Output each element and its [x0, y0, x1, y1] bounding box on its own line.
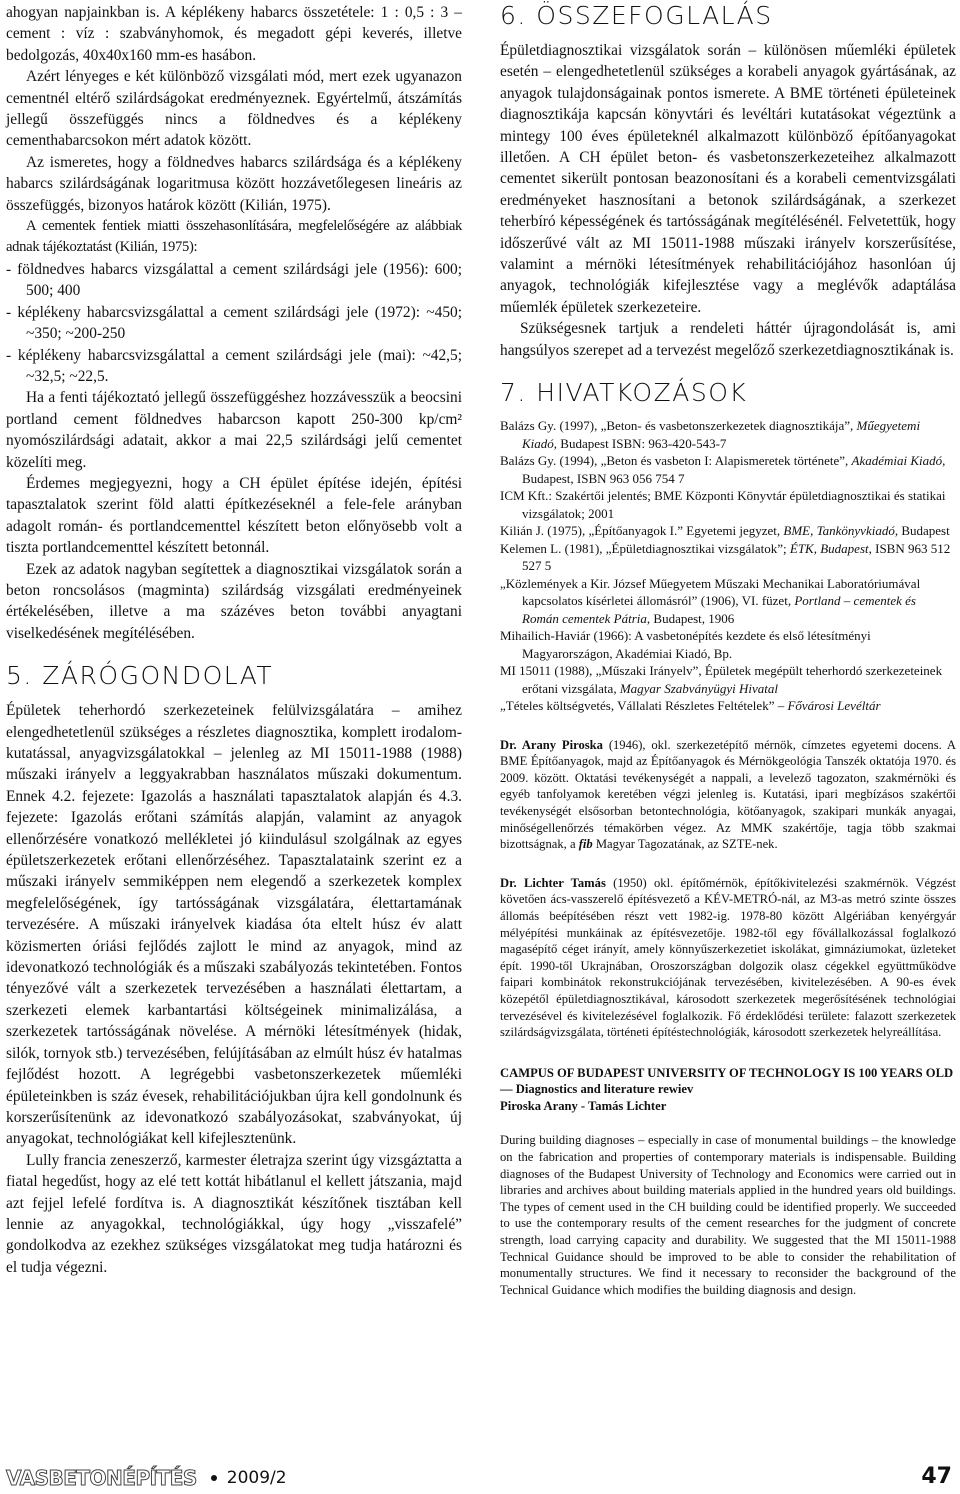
- abstract-title: CAMPUS OF BUDAPEST UNIVERSITY OF TECHNOLOGY IS 100 YEARS OLD — Diagnostics and literature rewiev Piroska Arany - Tamás Lichter: [500, 1065, 956, 1115]
- paragraph: Lully francia zeneszerző, karmester életrajza szerint úgy vizsgáztatta a fiatal hegedűst, hogy az elé tett kottát hibátlanul el kellett játszania, majd azt fejjel lefelé fordítva is. A diagnosztikát készítőnek tisztában kell lennie az anyagokkal, technológiákkal, úgy hogy „visszafelé” gondolkodva az ezekhez szükséges vizsgálatokat meg tudja határozni és el tudja végezni.: [6, 1151, 462, 1276]
- list-item: - földnedves habarcs vizsgálattal a cement szilárdsági jele (1956): 600; 500; 400: [6, 260, 462, 300]
- section-heading: 5. ZÁRÓGONDOLAT: [6, 661, 274, 691]
- paragraph: ahogyan napjainkban is. A képlékeny habarcs összetétele: 1 : 0,5 : 3 – cement : víz : szabványhomok, és megadott gépi keverés, illetve bedolgozás, 40x40x160 mm-es hasábon.: [6, 4, 462, 64]
- section-heading: 7. HIVATKOZÁSOK: [500, 378, 748, 408]
- reference-item: Balázs Gy. (1997), „Beton- és vasbetonszerkezetek diagnosztikája”, Műegyetemi Kiadó, Budapest ISBN: 963-420-543-7: [500, 418, 921, 451]
- author-name: Dr. Lichter Tamás: [500, 875, 606, 890]
- reference-item: ICM Kft.: Szakértői jelentés; BME Központi Könyvtár épületdiagnosztikai és statikai vizsgálatok; 2001: [500, 488, 946, 521]
- author-name: Dr. Arany Piroska: [500, 737, 603, 752]
- reference-item: „Tételes költségvetés, Vállalati Részletes Feltételek” – Fővárosi Levéltár: [500, 698, 881, 714]
- strength-class-list: [6, 259, 462, 387]
- abstract-authors: Piroska Arany - Tamás Lichter: [500, 1098, 667, 1113]
- paragraph: Ezek az adatok nagyban segítettek a diagnosztikai vizsgálatok során a beton roncsolásos (magminta) szilárdság vizsgálati eredményeinek értékelésében, illetve a ma százéves beton további anyagtani viselkedésének megítélésében.: [6, 560, 462, 642]
- issue-number: 2009/2: [226, 1468, 287, 1488]
- paragraph: Az ismeretes, hogy a földnedves habarcs szilárdsága és a képlékeny habarcs szilárdságának logaritmusa között hozzávetőlegesen lineáris az összefüggés, bizonyos határok között (Kilián, 1975).: [6, 153, 462, 214]
- reference-item: Kelemen L. (1981), „Épületdiagnosztikai vizsgálatok”; ÉTK, Budapest, ISBN 963 512 527 5: [500, 540, 951, 574]
- list-item: - képlékeny habarcsvizsgálattal a cement szilárdsági jele (1972): ~450; ~350; ~200-250: [6, 303, 462, 343]
- paragraph: Épületdiagnosztikai vizsgálatok során – különösen műemléki épületek esetén – elengedhetetlenül szükséges a korabeli anyagok gyártásának, az anyagok tulajdonságainak pontos ismerete. A BME történeti épületeinek diagnosztikája kapcsán könyvtári és levéltári kutatásokat végeztünk a mintegy 100 éves épületeknél alkalmazott különböző építőanyagokat illetően. A CH épület beton- és vasbetonszerkezeteihez alkalmazott cementet sikerült pontosan beazonosítani és a korabeli cementvizsgálati eredményeket hasznosítani a betonok szilárdságának, a szerkezet teherbíró képességének és tartósságának megítélésénél. Felvetettük, hogy időszerűvé vált az MI 15011-1988 műszaki irányelv korszerűsítése, valamint a mérnöki létesítmények rehabilitációjához hasonlóan új anyagok, technológiák kifejlesztése vagy a meglévők adaptálása műemlék épületek szerkezeteire.: [500, 42, 956, 316]
- abstract-text: During building diagnoses – especially in case of monumental buildings – the knowledge on the fabrication and properties of contemporary materials is indispensable. Building diagnoses of the Budapest University of Technology and Economics were carried out in libraries and archives about building materials applied in the hundred years old buildings. The types of cement used in the CH building could be identified properly. We succeeded to use the contemporary results of the cement researches for the judgment of concrete strength, load carrying capacity and durability. We suggested that the MI 15011-1988 Technical Guidance should be improved to be able to consider the rehabilitation of monumentally structures. We find it necessary to reconsider the background of the Technical Guidance which modifies the building diagnosis and design.: [500, 1133, 956, 1297]
- fib-label: fib: [578, 837, 593, 852]
- paragraph-text: Azért lényeges e két különböző vizsgálati mód, mert ezek ugyanazon cementnél eltérő szilárdságokat eredményeznek. Egyértelmű, átszámítás jellegű összefüggés nincs a földnedves és a képlékeny cementhabarcsokon mért adatok között.: [6, 68, 462, 150]
- bullet-icon: [211, 1475, 217, 1481]
- journal-logo: VASBETONÉPÍTÉS: [6, 1466, 197, 1490]
- section-heading: 6. ÖSSZEFOGLALÁS: [500, 1, 773, 30]
- reference-item: Kilián J. (1975), „Építőanyagok I.” Egyetemi jegyzet, BME, Tankönyvkiadó, Budapest: [500, 523, 950, 539]
- paragraph: Épületek teherhordó szerkezeteinek felülvizsgálatára – amihez elengedhetetlenül szükséges a részletes diagnosztika, komplett irodalom-kutatással, anyagvizsgálatokkal – jelenleg az MI 15011-1988 (1988) műszaki irányelv a leggyakrabban használatos műszaki dokumentum. Ennek 4.2. fejezete: Igazolás a használati tapasztalatok alapján és 4.3. fejezete: Igazolás erőtani számítás alapján, valamint az anyagok ellenőrzésére vonatkozó mellékletei jó kiindulásul szolgálnak az egyes épületszerkezetek erőtani ellenőrzéséhez. Tapasztalataink szerint ez a műszaki irányelv semmiképpen nem elegendő a szerkezetek komplex megfelelőségének, így tartósságának vizsgálatára, élettartamának tervezésére. A műszaki irányelvek kiadása óta eltelt húsz év alatt közismerten óriási fejlődés zajlott le mind az anyagok, mind az idevonatkozó technológiák és a műszaki szabályozás tekintetében. Fontos tényezővé vált a szerkezetek tervezésében a használati élettartam, a szerkezeti elemek karbantartási költségeinek minimalizálása, a szerkezetek tartósságának növelése. A mérnöki létesítmények (hidak, silók, tornyok stb.) tervezésében, felújításában az elmúlt húsz év hatalmas fejlődést hozott. A legrégebbi vasbetonszerkezetek műemléki épületeinkben is száz évesek, rehabilitációjukban újra kell gondolnunk és korszerűsítenünk az idevonatkozó szabályozásokat, szabványokat, új anyagokat, technológiákat kell kifejlesztenünk.: [6, 702, 462, 1148]
- reference-item: Mihailich-Haviár (1966): A vasbetonépítés kezdete és első létesítményi Magyarországon, Akadémiai Kiadó, Bp.: [500, 628, 871, 661]
- left-column: [6, 2, 462, 1278]
- paragraph: Érdemes megjegyezni, hogy a CH épület építése idején, építési tapasztalatok szerint föld alatti építkezéseknél a fele-fele arányban adagolt román- és portlandcementtel készített beton előnyösebb volt a tiszta portlandcementtel készített betonnál.: [6, 474, 462, 557]
- reference-item: „Közlemények a Kir. József Műegyetem Műszaki Mechanikai Laboratóriumával kapcsolatos kísérletei állomásról” (1906), VI. füzet, Portland – cementek és Román cementek Pátria, Budapest, 1906: [500, 575, 921, 626]
- paragraph: A cementek fentiek miatti összehasonlítására, megfelelőségére az alábbiak adnak tájékoztatást (Kilián, 1975):: [6, 218, 462, 256]
- reference-list: [500, 417, 956, 715]
- author-bio: Dr. Arany Piroska (1946), okl. szerkezetépítő mérnök, címzetes egyetemi docens. A BME Építőanyagok, majd az Építőanyagok és Mérnökgeológia Tanszék oktatója 1970. és 2009. között. Oktatási tevékenységét a nappali, a levelező tagozaton, szakmérnöki és egyéb tanfolyamok keretében végzi jelenleg is. Kutatási, ipari megbízásos szakértői tevékenységét elsősorban betontechnológia, kötőanyagok, szakipari munkák anyagai, minőségellenőrzés témakörben végez. Az MMK szakértője, tagja több szakmai bizottságnak, a fib Magyar Tagozatának, az SZTE-nek.: [500, 737, 956, 852]
- right-column: [500, 2, 956, 1298]
- paragraph: Szükségesnek tartjuk a rendeleti háttér újragondolását is, ami hangsúlyos szerepet ad a tervezést megelőző szerkezetdiagnosztikának is.: [500, 320, 956, 359]
- paragraph: Ha a fenti tájékoztató jellegű összefüggéshez hozzávesszük a beocsini portland cement földnedves habarcson kapott 250-300 kp/cm² nyomószilárdsági adatait, akkor a mai 22,5 szilárdsági jelű cementet közelíti meg.: [6, 389, 462, 471]
- reference-item: MI 15011 (1988), „Műszaki Irányelv”, Épületek megépült teherhordó szerkezeteinek erőtani vizsgálata, Magyar Szabványügyi Hivatal: [500, 663, 943, 696]
- page-number: 47: [921, 1464, 952, 1489]
- page-footer: [6, 1466, 287, 1490]
- paragraph: [6, 66, 462, 152]
- author-bio: Dr. Lichter Tamás (1950) okl. építőmérnök, építőkivitelezési szakmérnök. Végzést követően ács-vasszerelő építésvezető a KÉV-METRÓ-nál, az M3-as metró szinte összes állomás beépítésében részt vett 1982-ig. 1978-80 között Algériában kenyérgyár mélyépítési munkáinak az építésvezetője. 1982-től egy fővállalkozással foglalkozó magasépítő céget irányít, amely könnyűszerkezetiet iskolákat, gimnáziumokat, üzleteket épít. 1990-től Ukrajnában, Oroszországban dolgozik olasz cégekkel együttműködve faipari kombinátok rekonstrukciójának tervezésében, kivitelezésében. A 90-es évek közepétől épületdiagnosztikával, károsodott szerkezetek megerősítésének technológiai tervezésével és kivitelezésével foglalkozik. Fő érdeklődési területe: falazott szerkezetek szilárdságvizsgálata, történeti építéstechnológiák, károsodott szerkezetek helyreállítása.: [500, 875, 956, 1040]
- reference-item: Balázs Gy. (1994), „Beton és vasbeton I: Alapismeretek története”, Akadémiai Kiadó, Budapest, ISBN 963 056 754 7: [500, 453, 946, 486]
- list-item: - képlékeny habarcsvizsgálattal a cement szilárdsági jele (mai): ~42,5; ~32,5; ~22,5.: [6, 346, 462, 385]
